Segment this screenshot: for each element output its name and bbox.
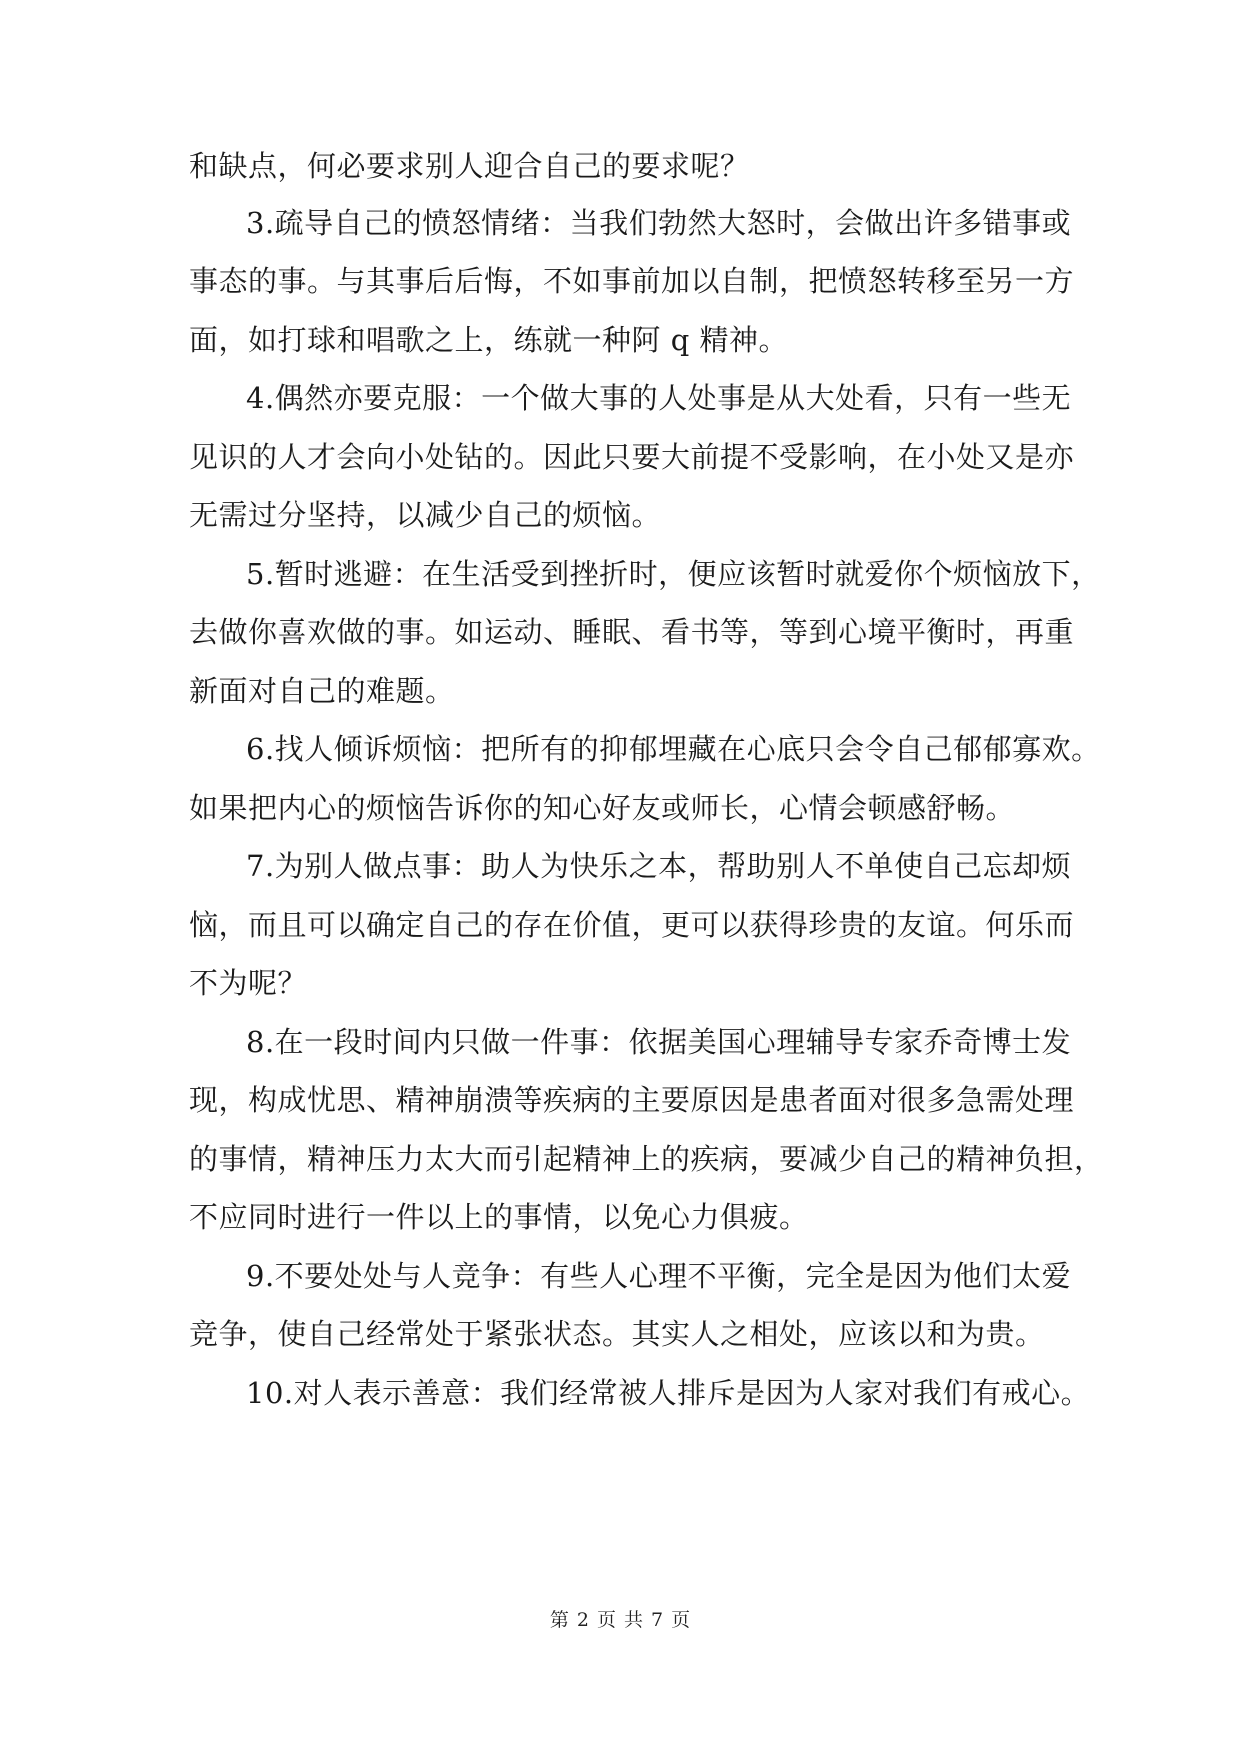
text-line: 5.暂时逃避：在生活受到挫折时，便应该暂时就爱你个烦恼放下，	[246, 557, 1101, 591]
text-line: 去做你喜欢做的事。如运动、睡眠、看书等，等到心境平衡时，再重	[189, 615, 1075, 649]
text-line: 9.不要处处与人竞争：有些人心理不平衡，完全是因为他们太爱	[246, 1259, 1072, 1293]
text-line: 不应同时进行一件以上的事情，以免心力俱疲。	[189, 1200, 809, 1234]
text-line: 如果把内心的烦恼告诉你的知心好友或师长，心情会顿感舒畅。	[189, 791, 1016, 825]
text-line: 的事情，精神压力太大而引起精神上的疾病，要减少自己的精神负担，	[189, 1142, 1104, 1176]
page-number-footer: 第 2 页 共 7 页	[549, 1609, 692, 1631]
text-line: 新面对自己的难题。	[189, 674, 455, 708]
text-line: 4.偶然亦要克服：一个做大事的人处事是从大处看，只有一些无	[246, 381, 1072, 415]
text-line: 7.为别人做点事：助人为快乐之本，帮助别人不单使自己忘却烦	[246, 849, 1072, 883]
text-line: 现，构成忧思、精神崩溃等疾病的主要原因是患者面对很多急需处理	[189, 1083, 1075, 1117]
text-line: 面，如打球和唱歌之上，练就一种阿 q 精神。	[189, 323, 789, 357]
text-line: 见识的人才会向小处钻的。因此只要大前提不受影响，在小处又是亦	[189, 440, 1075, 474]
text-line: 事态的事。与其事后后悔，不如事前加以自制，把愤怒转移至另一方	[189, 264, 1075, 298]
text-line: 和缺点，何必要求别人迎合自己的要求呢？	[189, 149, 750, 183]
text-line: 无需过分坚持，以减少自己的烦恼。	[189, 498, 662, 532]
text-line: 6.找人倾诉烦恼：把所有的抑郁埋藏在心底只会令自己郁郁寡欢。	[246, 732, 1101, 766]
text-line: 3.疏导自己的愤怒情绪：当我们勃然大怒时，会做出许多错事或	[246, 206, 1072, 240]
text-line: 竞争，使自己经常处于紧张状态。其实人之相处，应该以和为贵。	[189, 1317, 1045, 1351]
text-line: 不为呢？	[189, 966, 308, 1000]
text-line: 10.对人表示善意：我们经常被人排斥是因为人家对我们有戒心。	[246, 1376, 1091, 1410]
text-line: 恼，而且可以确定自己的存在价值，更可以获得珍贵的友谊。何乐而	[189, 908, 1075, 942]
text-line: 8.在一段时间内只做一件事：依据美国心理辅导专家乔奇博士发	[246, 1025, 1072, 1059]
